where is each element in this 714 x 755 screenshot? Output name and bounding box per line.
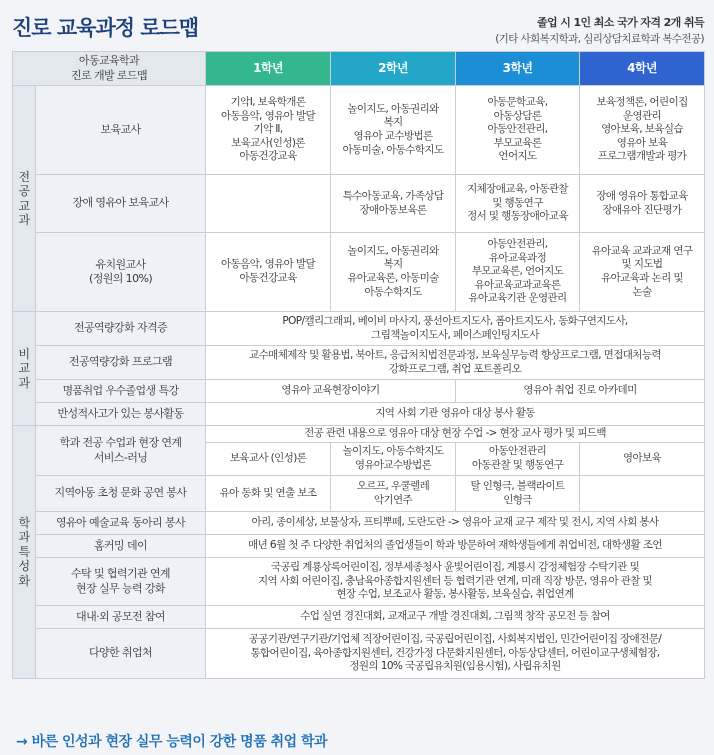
- content-cell: 유아 동화 및 연출 보조: [206, 476, 331, 512]
- row-label: 홈커밍 데이: [36, 535, 206, 558]
- row-label: 전공역량강화 프로그램: [36, 346, 206, 380]
- course-cell: 지체장애교육, 아동관찰 및 행동연구 정서 및 행동장애아교육: [456, 175, 580, 233]
- course-cell: 보육정책론, 어린이집 운영관리 영아보육, 보육실습 영유아 보육 프로그램개발과 평가: [580, 86, 705, 175]
- roadmap-table: [12, 51, 705, 679]
- content-cell: 탈 인형극, 블랙라이트 인형극: [456, 476, 580, 512]
- content-cell: 교수매체제작 및 활용법, 북아트, 응급처치법전문과정, 보육실무능력 향상프로그램, 면접대처능력 강화프로그램, 취업 포트폴리오: [206, 346, 705, 380]
- content-cell: 보육교사 (인성)론: [206, 443, 331, 476]
- content-cell: 아리, 종이세상, 보물상자, 프티뿌떼, 도란도란 -> 영유아 교재 교구 제작 및 전시, 지역 사회 봉사: [206, 512, 705, 535]
- course-cell: 놀이지도, 아동권리와 복지 유아교육론, 아동미술 아동수학지도: [331, 233, 456, 312]
- category-major: 전 공 교 과: [13, 86, 36, 312]
- content-cell: POP/캘리그래피, 베이비 마사지, 풍선아트지도사, 폼아트지도사, 동화구연지도사, 그림책놀이지도사, 페이스페인팅지도사: [206, 312, 705, 346]
- course-cell: 유아교육 교과교재 연구 및 지도법 유아교육과 논리 및 논술: [580, 233, 705, 312]
- content-cell: 영유아 취업 진로 아카데미: [456, 380, 705, 403]
- content-cell: 공공기관/연구기관/기업체 직장어린이집, 국공립어린이집, 사회복지법인, 민간어린이집 장애전문/ 통합어린이집, 육아종합지원센터, 건강가정 다문화지원센터, 아동상담센터, 어린이교구생체험장, 정원의 10% 국공립유치원(임용시험), 사립유치원: [206, 629, 705, 679]
- row-label: 수탁 및 협력기관 연계 현장 실무 능력 강화: [36, 558, 206, 606]
- double-major-note: (기타 사회복지학과, 심리상담치료학과 복수전공): [495, 33, 704, 45]
- category-extracurricular: 비 교 과: [13, 312, 36, 426]
- row-label: 다양한 취업처: [36, 629, 206, 679]
- content-cell: 오르프, 우쿨렐레 악기연주: [331, 476, 456, 512]
- category-specialization: 학 과 특 성 화: [13, 426, 36, 679]
- course-cell: [206, 175, 331, 233]
- row-label: 영유아 예술교육 동아리 봉사: [36, 512, 206, 535]
- row-label: 지역아동 초청 문화 공연 봉사: [36, 476, 206, 512]
- row-label: 보육교사: [36, 86, 206, 175]
- course-cell: 놀이지도, 아동권리와 복지 영유아 교수방법론 아동미술, 아동수학지도: [331, 86, 456, 175]
- row-label: 대내·외 공모전 참여: [36, 606, 206, 629]
- course-cell: 기악Ⅰ, 보육학개론 아동음악, 영유아 발달 기악 Ⅱ, 보육교사(인성)론 아동건강교육: [206, 86, 331, 175]
- course-cell: 아동음악, 영유아 발달 아동건강교육: [206, 233, 331, 312]
- content-cell: 국공립 계룡상록어린이집, 정부세종청사 윤빛어린이집, 계룡시 감정체험장 수탁기관 및 지역 사회 어린이집, 충남육아종합지원센터 등 협력기관 연계, 미래 직장 방문, 영유아 관찰 및 현장 수업, 보조교사 활동, 봉사활동, 보육실습, 취업연계: [206, 558, 705, 606]
- content-cell: 아동안전관리 아동관찰 및 행동연구: [456, 443, 580, 476]
- content-cell: 놀이지도, 아동수학지도 영유아교수방법론: [331, 443, 456, 476]
- content-cell: 영유아 교육현장이야기: [206, 380, 456, 403]
- content-cell: [580, 476, 705, 512]
- content-cell: 지역 사회 기관 영유아 대상 봉사 활동: [206, 403, 705, 426]
- content-cell: 전공 관련 내용으로 영유아 대상 현장 수업 -> 현장 교사 평가 및 피드백: [206, 426, 705, 443]
- footer-slogan: → 바른 인성과 현장 실무 능력이 강한 명품 취업 학과: [16, 734, 328, 750]
- certification-note: 졸업 시 1인 최소 국가 자격 2개 취득: [536, 16, 704, 29]
- content-cell: 매년 6월 첫 주 다양한 취업처의 졸업생들이 학과 방문하여 재학생들에게 취업비전, 대학생활 조언: [206, 535, 705, 558]
- row-label: 전공역량강화 자격증: [36, 312, 206, 346]
- year-header-4: 4학년: [580, 52, 705, 86]
- year-header-1: 1학년: [206, 52, 331, 86]
- content-cell: 수업 실연 경진대회, 교재교구 개발 경진대회, 그림책 창작 공모전 등 참여: [206, 606, 705, 629]
- course-cell: 장애 영유아 통합교육 장애유아 진단평가: [580, 175, 705, 233]
- page-title: 진로 교육과정 로드맵: [12, 16, 199, 40]
- content-cell: 영아보육: [580, 443, 705, 476]
- course-cell: 아동안전관리, 유아교육과정 부모교육론, 언어지도 유아교육교과교육론 유아교육기관 운영관리: [456, 233, 580, 312]
- row-label: 유치원교사 (정원의 10%): [36, 233, 206, 312]
- table-corner-label: 아동교육학과 진로 개발 로드맵: [13, 52, 206, 86]
- row-label: 학과 전공 수업과 현장 연계 서비스-러닝: [36, 426, 206, 476]
- row-label: 명품취업 우수졸업생 특강: [36, 380, 206, 403]
- year-header-2: 2학년: [331, 52, 456, 86]
- row-label: 장애 영유아 보육교사: [36, 175, 206, 233]
- course-cell: 아동문학교육, 아동상담론 아동안전관리, 부모교육론 언어지도: [456, 86, 580, 175]
- row-label: 반성적사고가 있는 봉사활동: [36, 403, 206, 426]
- course-cell: 특수아동교육, 가족상담 장애아동보육론: [331, 175, 456, 233]
- year-header-3: 3학년: [456, 52, 580, 86]
